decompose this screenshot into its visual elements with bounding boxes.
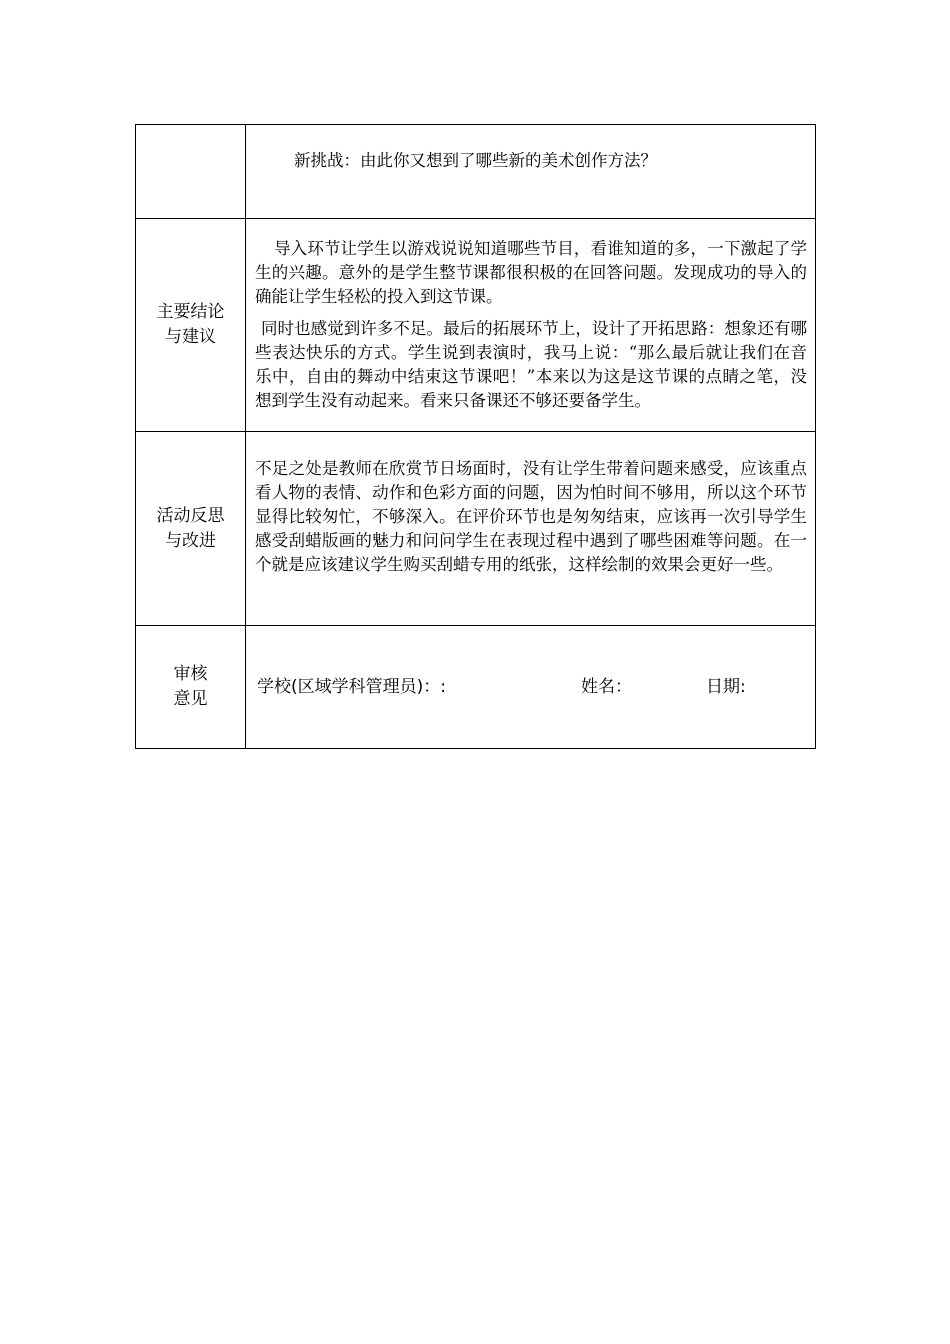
conclusion-content-cell (246, 219, 816, 432)
reflection-row (136, 432, 816, 626)
review-label-cell (136, 626, 246, 749)
review-content-cell (246, 626, 816, 749)
reflection-text: 不足之处是教师在欣赏节日场面时，没有让学生带着问题来感受，应该重点看人物的表情、动作和色彩方面的问题，因为怕时间不够用，所以这个环节显得比较匆忙，不够深入。在评价环节也是匆匆结束，应该再一次引导学生感受刮蜡版画的魅力和问问学生在表现过程中遇到了哪些困难等问题。在一个就是应该建议学生购买刮蜡专用的纸张，这样绘制的效果会更好一些。 (255, 458, 807, 574)
reflection-form-table (135, 124, 816, 749)
conclusion-paragraph-1: 导入环节让学生以游戏说说知道哪些节目，看谁知道的多，一下激起了学生的兴趣。意外的是学生整节课都很积极的在回答问题。发现成功的导入的确能让学生轻松的投入到这节课。 (255, 239, 807, 306)
challenge-label-cell (136, 125, 246, 219)
conclusion-label-cell (136, 219, 246, 432)
reflection-content-cell (246, 432, 816, 626)
review-label-line1: 审核 (173, 664, 208, 684)
challenge-content-cell (246, 125, 816, 219)
review-signature-line (246, 675, 815, 699)
conclusion-label-line1: 主要结论 (156, 302, 225, 322)
conclusion-label-line2: 与建议 (165, 327, 216, 347)
challenge-text: 新挑战：由此你又想到了哪些新的美术创作方法？ (294, 150, 657, 170)
conclusion-paragraph-2: 同时也感觉到许多不足。最后的拓展环节上，设计了开拓思路：想象还有哪些表达快乐的方式。学生说到表演时，我马上说：“那么最后就让我们在音乐中，自由的舞动中结束这节课吧！”本来以为这是这节课的点睛之笔，没想到学生没有动起来。看来只备课还不够还要备学生。 (255, 319, 807, 410)
challenge-row (136, 125, 816, 219)
review-date-label: 日期: (706, 677, 746, 697)
reflection-label-line2: 与改进 (165, 530, 216, 551)
reflection-label-cell (136, 432, 246, 626)
review-row (136, 626, 816, 749)
review-label-line2: 意见 (173, 689, 208, 709)
conclusion-row (136, 219, 816, 432)
review-school-label: 学校(区域学科管理员)：: (257, 677, 446, 697)
review-name-label: 姓名： (581, 677, 632, 697)
conclusion-text (246, 237, 815, 413)
reflection-label-line1: 活动反思 (156, 505, 225, 526)
